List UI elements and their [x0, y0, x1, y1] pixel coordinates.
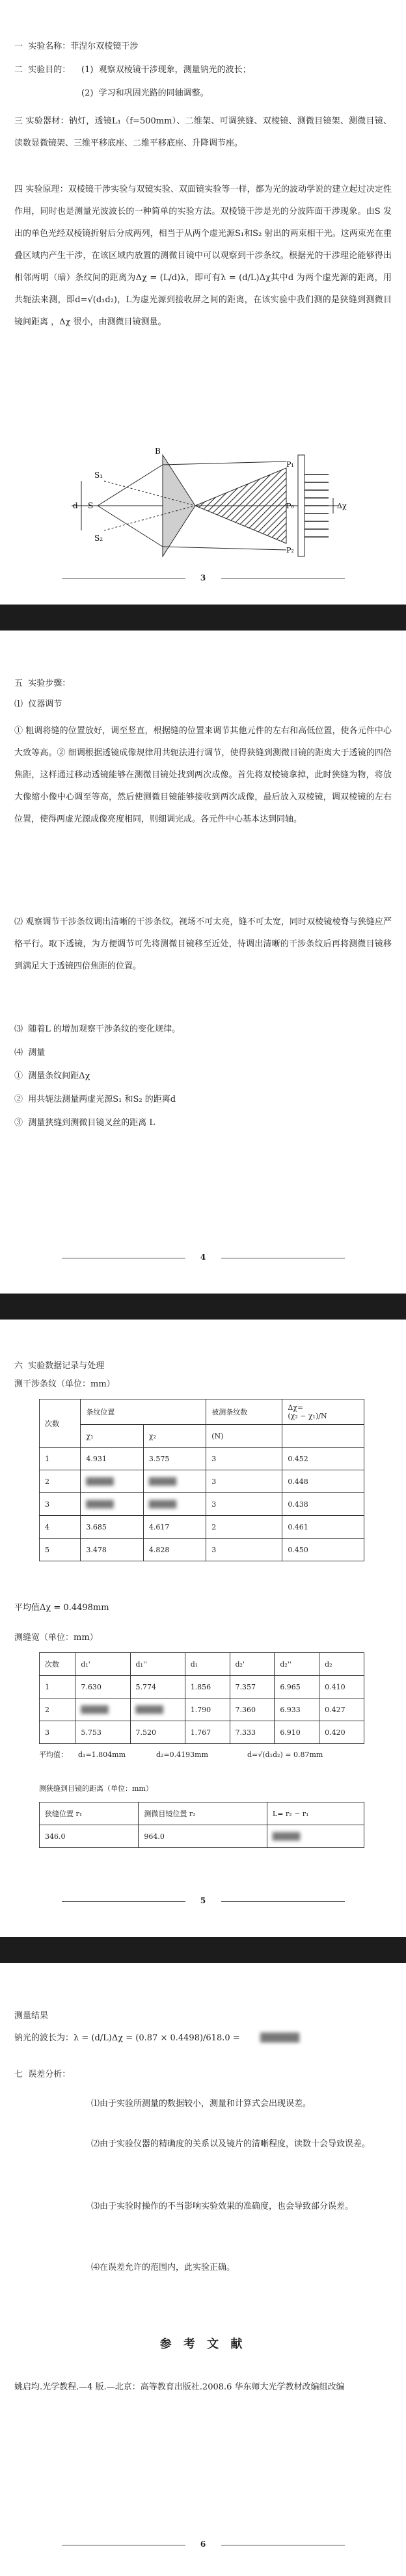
page-3 [0, 1320, 406, 1937]
fringe-table [39, 1399, 364, 1561]
cell-n: 3 [206, 1539, 282, 1561]
table-cell: █████ [267, 1825, 364, 1848]
result-title: 测量结果 [14, 2011, 49, 2021]
table-cell: █████ [75, 1698, 130, 1721]
cell-x1: 3.478 [81, 1539, 143, 1561]
result-formula: 钠光的波长为：λ = (d/L)Δχ = (0.87 × 0.4498)/618.0 = [14, 2033, 240, 2043]
th-x2: χ₂ [143, 1425, 206, 1448]
table-cell: █████ [130, 1698, 185, 1721]
th-col: d₂' [230, 1653, 275, 1676]
cell-dx: 0.448 [282, 1470, 364, 1493]
page-4 [0, 1963, 406, 2576]
steps-title: 五 实验步骤： [14, 679, 71, 688]
page-separator [0, 1294, 406, 1320]
page-number: 4 [200, 1253, 206, 1262]
distance-table [39, 1802, 364, 1848]
ray-lower-out [163, 547, 286, 550]
th-position: 条纹位置 [81, 1399, 206, 1425]
cell-dx: 0.450 [282, 1539, 364, 1561]
table-cell: 346.0 [40, 1825, 139, 1848]
table-row [40, 1698, 364, 1721]
table-row [40, 1470, 364, 1493]
step-1-text: ① 粗调将缝的位置放好，调至竖直，根据缝的位置来调节其他元件的左右和高低位置，使各元件中心大致等高。② 细调根据透镜成像规律用共轭法进行调节，使得狭缝到测微目镜的距离大于透镜的四倍焦距，这样通过移动透镜能够在测微目镜处找到两次成像。首先将双棱镜拿掉，此时狭缝为物，将放大像缩小像中心调至等高，然后使测微目镜能够接收到两次成像，最后放入双棱镜，调双棱镜的左右位置，使得两虚光源成像亮度相同，则细调完成。各元件中心基本达到同轴。 [14, 726, 392, 824]
cell-n: 3 [206, 1493, 282, 1516]
table-cell: 0.427 [319, 1698, 364, 1721]
table-row [40, 1539, 364, 1561]
label-dx: Δχ [337, 502, 347, 510]
table-cell: 狭缝位置 r₁ [40, 1802, 139, 1825]
purpose-label: 二 实验目的： [14, 65, 71, 75]
cell-i: 4 [40, 1516, 81, 1539]
result-value: ██████ [260, 2033, 299, 2043]
page-separator [0, 1937, 406, 1963]
th-col: d₁'' [130, 1653, 185, 1676]
label-d: d [73, 501, 78, 510]
table-cell: 1.856 [185, 1676, 230, 1698]
th-col: d₂ [319, 1653, 364, 1676]
table-cell: 1 [40, 1676, 75, 1698]
avg2-d1: d₁=1.804mm [78, 1750, 126, 1759]
error-3: ⑶由于实验时操作的不当影响实验效果的准确度，也会导致部分误差。 [91, 2202, 354, 2211]
table-cell: 0.410 [319, 1676, 364, 1698]
cell-x2: 4.617 [143, 1516, 206, 1539]
cell-n: 3 [206, 1448, 282, 1470]
purpose-item-2: (2) 学习和巩固光路的同轴调整。 [81, 88, 209, 98]
th-col: 次数 [40, 1653, 75, 1676]
measure-2: ② 用共轭法测量两虚光源S₁ 和S₂ 的距离d [14, 1095, 176, 1104]
label-S: S [88, 501, 94, 510]
reference-1: 姚启均.光学教程.—4 版.—北京：高等教育出版社.2008.6 华东师大光学教材改编组改编 [14, 2382, 345, 2392]
th-dx-formula: (χ₂ − χ₁)/N [288, 1412, 327, 1420]
label-P1: P₁ [286, 460, 294, 469]
table1-caption: 测干涉条纹（单位：mm） [14, 1379, 115, 1389]
cell-dx: 0.438 [282, 1493, 364, 1516]
cell-x1: 4.931 [81, 1448, 143, 1470]
ray-upper-out [163, 462, 286, 465]
interference-region [195, 468, 286, 543]
table-cell: 6.910 [275, 1721, 319, 1744]
cell-dx: 0.452 [282, 1448, 364, 1470]
label-S2: S₂ [94, 534, 103, 543]
th-n: (N) [206, 1425, 282, 1448]
references-title: 参 考 文 献 [159, 2337, 247, 2351]
cell-n: 3 [206, 1470, 282, 1493]
avg2-d: d=√(d₁d₂) = 0.87mm [247, 1750, 323, 1759]
avg-dx: 平均值Δχ = 0.4498mm [14, 1603, 109, 1613]
cell-x1: █████ [81, 1493, 143, 1516]
th-dx-symbol: Δχ= [288, 1403, 304, 1412]
table-cell: 2 [40, 1698, 75, 1721]
biprism-diagram [0, 429, 406, 585]
cell-x2: █████ [143, 1470, 206, 1493]
data-section-title: 六 实验数据记录与处理 [14, 1361, 105, 1371]
table3-caption: 测狭缝到目镜的距离（单位：mm） [39, 1784, 153, 1793]
table-row [40, 1825, 364, 1848]
slit-width-table [39, 1652, 364, 1744]
step-4-title: ⑷ 测量 [14, 1048, 46, 1058]
measure-1: ① 测量条纹间距Δχ [14, 1071, 90, 1081]
label-P2: P₂ [286, 546, 294, 554]
measure-3: ③ 测量狭缝到测微目镜叉丝的距离 L [14, 1118, 156, 1128]
error-2: ⑵由于实验仪器的精确度的关系以及镜片的清晰程度，读数十会导致误差。 [91, 2139, 371, 2149]
table-cell: 7.630 [75, 1676, 130, 1698]
table-cell: 0.420 [319, 1721, 364, 1744]
table-cell: 5.774 [130, 1676, 185, 1698]
error-4: ⑷在误差允许的范围内，此实验正确。 [91, 2263, 236, 2272]
cell-dx: 0.461 [282, 1516, 364, 1539]
th-times: 次数 [40, 1399, 81, 1448]
table-row [40, 1448, 364, 1470]
table-cell: 7.357 [230, 1676, 275, 1698]
experiment-title: 一 实验名称：菲涅尔双棱镜干涉 [14, 42, 139, 51]
cell-n: 2 [206, 1516, 282, 1539]
th-col: d₂'' [275, 1653, 319, 1676]
table-row [40, 1721, 364, 1744]
cell-i: 2 [40, 1470, 81, 1493]
table-row [40, 1516, 364, 1539]
th-dx [282, 1399, 364, 1425]
table-cell: 7.333 [230, 1721, 275, 1744]
cell-x2: 4.828 [143, 1539, 206, 1561]
page-number: 6 [200, 2540, 206, 2549]
th-x1: χ₁ [81, 1425, 143, 1448]
principle-paragraph: 四 实验原理：双棱镜干涉实验与双镜实验、双面镜实验等一样，都为光的波动学说的建立起过决定性作用，同时也是测量光波波长的一种简单的实验方法。双棱镜干涉是光的分波阵面干涉现象。由S 发出的单色光经双棱镜折射后分成两列，相当于从两个虚光源S₁和S₂ 射出的两束相干光。这两束光在重叠区域内产生干涉，在该区域内放置的测微目镜中可以观察到干涉条纹。根据光的干涉理论能够得出相邻两明（暗）条纹间的距离为Δχ = (L/d)λ，即可有λ = (d/L)Δχ其中d 为两个虚光源的距离，用共轭法来测，即d=√(d₁d₂)，L为虚光源到接收屏之间的距离，在该实验中我们测的是狭缝到测微目镜间距离 ，Δχ 很小，由测微目镜测量。 [14, 185, 392, 327]
screen [298, 455, 304, 556]
table-cell: 3 [40, 1721, 75, 1744]
table-cell: L= r₂ − r₁ [267, 1802, 364, 1825]
purpose-item-1: (1) 观察双棱镜干涉现象，测量钠光的波长； [81, 65, 251, 75]
table-cell [282, 1425, 364, 1448]
table-cell: 6.965 [275, 1676, 319, 1698]
label-P0: P₀ [286, 502, 294, 510]
cell-x1: █████ [81, 1470, 143, 1493]
table-cell: 5.753 [75, 1721, 130, 1744]
ray-upper [98, 465, 163, 506]
ray-lower [98, 506, 163, 547]
page-number: 3 [200, 573, 206, 582]
table-cell: 7.520 [130, 1721, 185, 1744]
cell-i: 1 [40, 1448, 81, 1470]
th-count: 被测条纹数 [206, 1399, 282, 1425]
table-cell: 1.790 [185, 1698, 230, 1721]
page-separator [0, 605, 406, 631]
table-cell: 7.360 [230, 1698, 275, 1721]
table-cell: 964.0 [139, 1825, 267, 1848]
cell-i: 3 [40, 1493, 81, 1516]
biprism-shape [163, 455, 195, 556]
step-2-text: ⑵ 观察调节干涉条纹调出清晰的干涉条纹。视场不可太亮，缝不可太宽，同时双棱镜棱脊与狭缝应严格平行。取下透镜，为方便调节可先将测微目镜移至近处，待调出清晰的干涉条纹后再将测微目镜移到满足大于透镜四倍焦距的位置。 [14, 917, 392, 971]
table-cell: 1.767 [185, 1721, 230, 1744]
label-B: B [155, 447, 161, 456]
equipment-paragraph: 三 实验器材：钠灯，透镜L₁（f=500mm）、二维架、可调狭缝、双棱镜、测微目镜架、测微目镜、读数显微镜架、三维平移底座、二维平移底座、升降调节座。 [14, 116, 392, 148]
table-cell: 测微目镜位置 r₂ [139, 1802, 267, 1825]
table-cell: 6.933 [275, 1698, 319, 1721]
step-3-text: ⑶ 随着L 的增加观察干涉条纹的变化规律。 [14, 1024, 181, 1034]
page-number: 5 [200, 1896, 206, 1905]
table-row [40, 1676, 364, 1698]
page-2 [0, 631, 406, 1294]
table-row [40, 1493, 364, 1516]
table2-caption: 测缝宽（单位：mm） [14, 1633, 98, 1643]
cell-x2: █████ [143, 1493, 206, 1516]
th-col: d₁ [185, 1653, 230, 1676]
avg2-d2: d₂=0.4193mm [156, 1750, 209, 1759]
fringe-lines [304, 475, 329, 537]
avg2-label: 平均值： [39, 1750, 68, 1759]
error-title: 七 误差分析： [14, 2070, 71, 2079]
label-S1: S₁ [94, 471, 103, 480]
error-1: ⑴由于实验所测量的数据较小，测量和计算式会出现误差。 [91, 2099, 312, 2109]
cell-x2: 3.575 [143, 1448, 206, 1470]
step-1-title: ⑴ 仪器调节 [14, 699, 62, 709]
page-1 [0, 0, 406, 605]
th-col: d₁' [75, 1653, 130, 1676]
cell-i: 5 [40, 1539, 81, 1561]
cell-x1: 3.685 [81, 1516, 143, 1539]
